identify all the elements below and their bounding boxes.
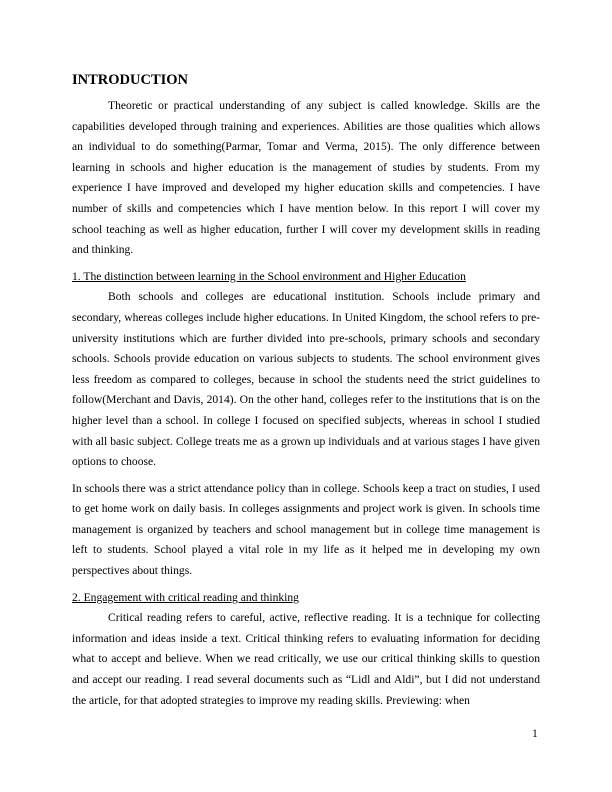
section-2-heading: 2. Engagement with critical reading and thinking [72, 590, 299, 604]
page-number: 1 [532, 727, 538, 740]
section-1-paragraph-1: Both schools and colleges are educational institution. Schools include primary and secondary, whereas colleges include higher educations. In United Kingdom, the school refers to pre-university institutions which are further divided into pre-schools, primary schools and secondary schools. Schools provide education on various subjects to students. The school environment gives less freedom as compared to colleges, because in school the students need the strict guidelines to follow(Merchant and Davis, 2014). On the other hand, colleges refer to the institutions that is on the higher level than a school. In college I focused on specified subjects, whereas in school I studied with all basic subject. College treats me as a grown up individuals and at various stages I have given options to choose. [72, 290, 540, 469]
section-2-paragraph: Critical reading refers to careful, active, reflective reading. It is a technique for collecting information and ideas inside a text. Critical thinking refers to evaluating information for deciding what to accept and believe. When we read critically, we use our critical thinking skills to question and accept our reading. I read several documents such as “Lidl and Aldi”, but I did not understand the article, for that adopted strategies to improve my reading skills. Previewing: when [72, 611, 540, 707]
introduction-paragraph: Theoretic or practical understanding of any subject is called knowledge. Skills are the capabilities developed through training and experiences. Abilities are those qualities which allows an individual to do something(Parmar, Tomar and Verma, 2015). The only difference between learning in schools and higher education is the management of studies by students. From my experience I have improved and developed my higher education skills and competencies. I have number of skills and competencies which I have mention below. In this report I will cover my school teaching as well as higher education, further I will cover my development skills in reading and thinking. [72, 99, 540, 257]
introduction-title: INTRODUCTION [72, 72, 189, 88]
section-1-heading: 1. The distinction between learning in the School environment and Higher Education [72, 269, 466, 283]
page-content [72, 70, 540, 711]
section-1-paragraph-2: In schools there was a strict attendance policy than in college. Schools keep a tract on studies, I used to get home work on daily basis. In colleges assignments and project work is given. In schools time management is organized by teachers and school management but in college time management is left to students. School played a vital role in my life as it helped me in developing my own perspectives about things. [72, 481, 540, 578]
